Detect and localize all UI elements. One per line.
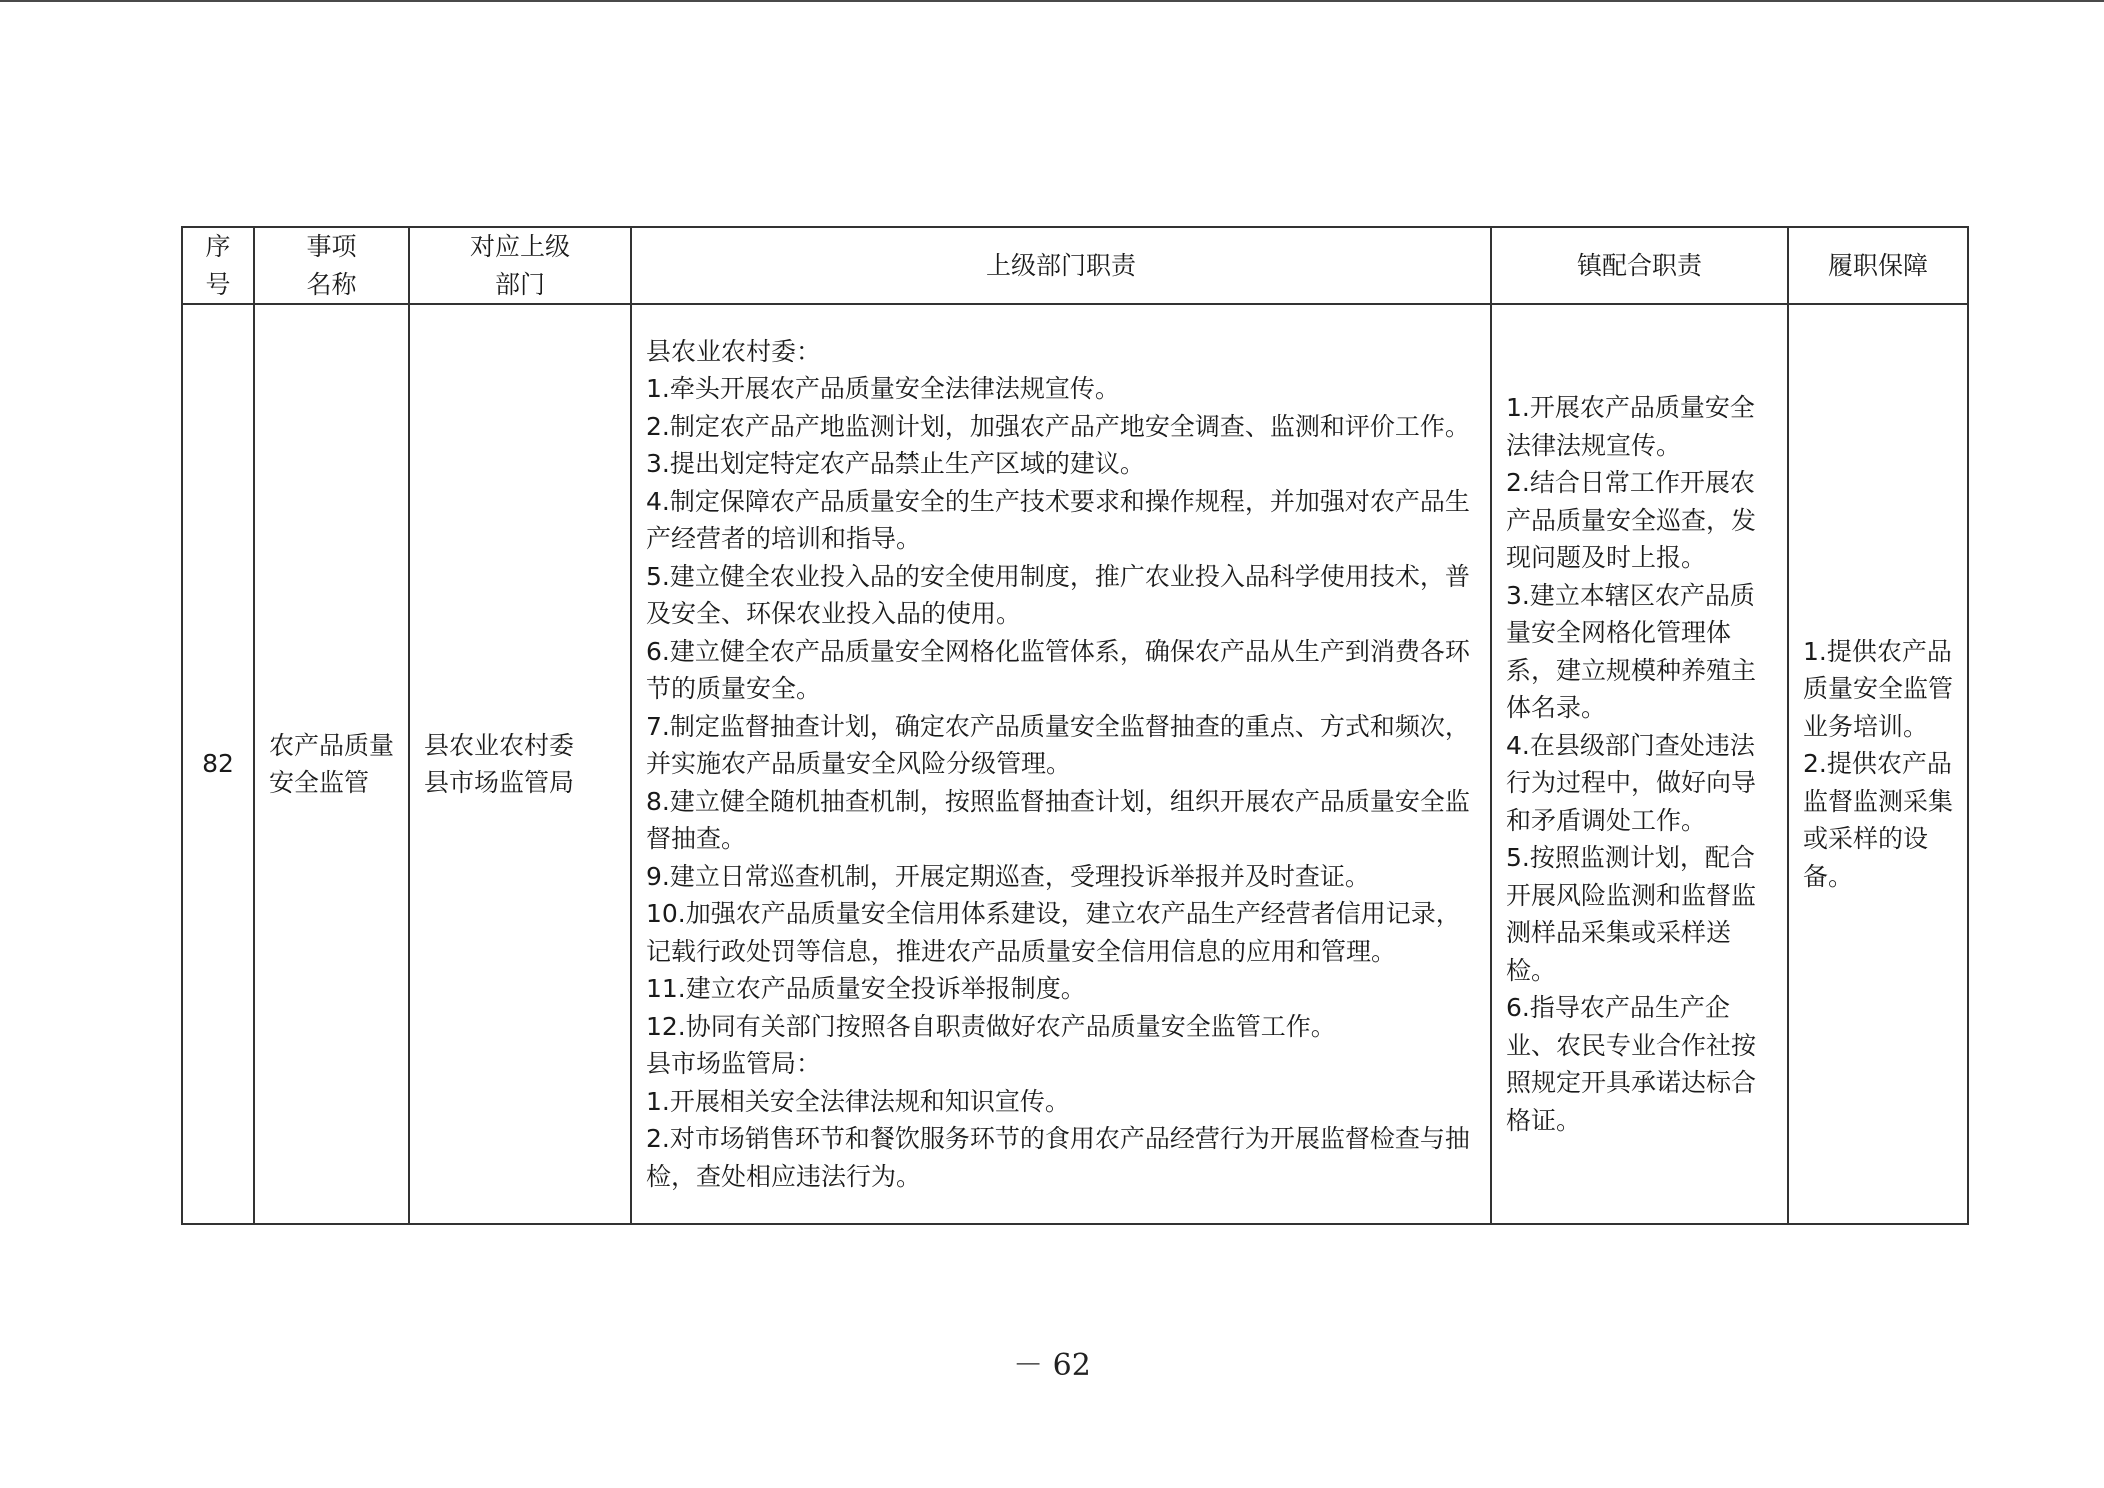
list-item: 1.牵头开展农产品质量安全法律法规宣传。 — [646, 374, 1120, 404]
header-upper-dept-text — [410, 228, 630, 303]
list-item: 2.制定农产品产地监测计划，加强农产品产地安全调查、监测和评价工作。 — [646, 411, 1470, 441]
text-line: 县农业农村委 — [424, 730, 575, 760]
list-item: 12.协同有关部门按照各自职责做好农产品质量安全监管工作。 — [646, 1011, 1336, 1041]
list-item: 1.开展相关安全法律法规和知识宣传。 — [646, 1086, 1070, 1116]
list-item: 9.建立日常巡查机制，开展定期巡查，受理投诉举报并及时查证。 — [646, 861, 1370, 891]
header-item-name — [254, 227, 409, 304]
list-item: 3.提出划定特定农产品禁止生产区域的建议。 — [646, 449, 1145, 479]
list-item: 4.在县级部门查处违法行为过程中，做好向导和矛盾调处工作。 — [1506, 730, 1757, 835]
list-item: 6.指导农产品生产企业、农民专业合作社按照规定开具承诺达标合格证。 — [1506, 993, 1757, 1135]
cell-guarantee — [1788, 304, 1968, 1224]
duty-table — [181, 226, 1969, 1225]
header-upper-dept — [409, 227, 631, 304]
list-item: 4.制定保障农产品质量安全的生产技术要求和操作规程，并加强对农产品生产经营者的培训和指导。 — [646, 486, 1470, 554]
list-item: 10.加强农产品质量安全信用体系建设，建立农产品生产经营者信用记录，记载行政处罚等信息，推进农产品质量安全信用信息的应用和管理。 — [646, 899, 1461, 966]
list-item: 2.对市场销售环节和餐饮服务环节的食用农产品经营行为开展监督检查与抽检，查处相应违法行为。 — [646, 1124, 1470, 1191]
text-line: 序 — [205, 232, 231, 261]
cell-item-name: 农产品质量安全监管 — [254, 304, 409, 1224]
table-header-row — [182, 227, 1968, 304]
list-item: 县市场监管局： — [646, 1049, 822, 1079]
header-upper-duties: 上级部门职责 — [631, 227, 1491, 304]
text-line: 号 — [205, 269, 231, 299]
cell-upper-dept — [409, 304, 631, 1224]
header-guarantee: 履职保障 — [1788, 227, 1968, 304]
text-line: 事项 — [306, 232, 357, 261]
text-line: 名称 — [306, 269, 357, 299]
list-item: 2.提供农产品监督监测采集或采样的设备。 — [1803, 749, 1954, 891]
list-item: 县农业农村委： — [646, 336, 822, 366]
header-seq — [182, 227, 254, 304]
text-line: 对应上级 — [469, 232, 570, 261]
text-line: 部门 — [494, 269, 545, 299]
list-item: 2.结合日常工作开展农产品质量安全巡查，发现问题及时上报。 — [1506, 468, 1757, 572]
list-item: 8.建立健全随机抽查机制，按照监督抽查计划，组织开展农产品质量安全监督抽查。 — [646, 786, 1470, 854]
list-item: 5.按照监测计划，配合开展风险监测和监督监测样品采集或采样送检。 — [1506, 843, 1757, 985]
table-row — [182, 304, 1968, 1224]
cell-town-duties — [1491, 304, 1788, 1224]
header-town-duties: 镇配合职责 — [1491, 227, 1788, 304]
list-item: 1.开展农产品质量安全法律法规宣传。 — [1506, 393, 1755, 460]
header-item-name-text — [255, 228, 408, 303]
list-item: 5.建立健全农业投入品的安全使用制度，推广农业投入品科学使用技术，普及安全、环保农业投入品的使用。 — [646, 561, 1470, 629]
cell-upper-duties — [631, 304, 1491, 1224]
page-number: － 62 — [1013, 1348, 1091, 1383]
list-item: 3.建立本辖区农产品质量安全网格化管理体系，建立规模种养殖主体名录。 — [1506, 580, 1757, 722]
cell-upper-dept-text — [424, 727, 622, 802]
top-border-line — [0, 0, 2104, 2]
text-line: 县市场监管局 — [424, 768, 575, 797]
list-item: 6.建立健全农产品质量安全网格化监管体系，确保农产品从生产到消费各环节的质量安全。 — [646, 636, 1470, 704]
cell-seq: 82 — [182, 304, 254, 1224]
list-item: 1.提供农产品质量安全监管业务培训。 — [1803, 636, 1954, 741]
header-seq-text — [183, 228, 253, 303]
list-item: 7.制定监督抽查计划，确定农产品质量安全监督抽查的重点、方式和频次，并实施农产品质量安全风险分级管理。 — [646, 711, 1470, 779]
list-item: 11.建立农产品质量安全投诉举报制度。 — [646, 974, 1086, 1004]
